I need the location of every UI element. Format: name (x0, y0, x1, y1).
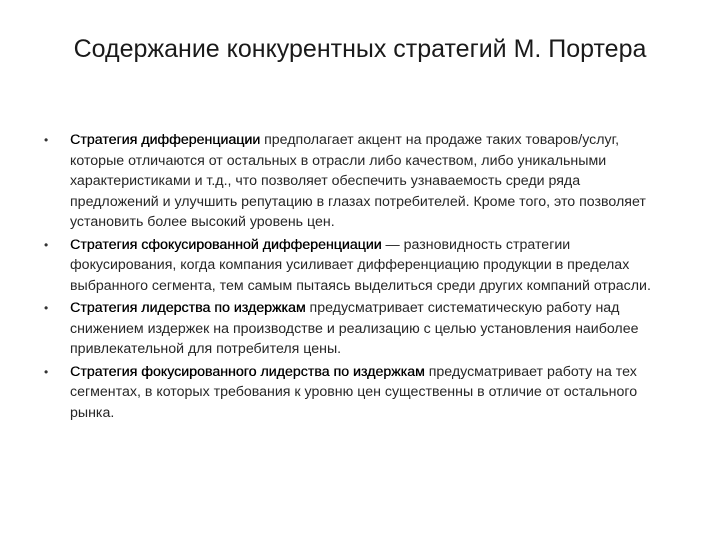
bullet-text: предусматривает работу на тех сегментах, в которых требования к уровню цен существенны в отличие от остального рынка. (70, 363, 638, 421)
bullet-term: Стратегия фокусированного лидерства по издержкам (70, 363, 425, 380)
bullet-icon: • (44, 301, 49, 315)
bullet-item-cost-leadership (30, 298, 670, 360)
bullet-term: Стратегия дифференциации (70, 132, 261, 148)
bullet-list (30, 130, 670, 425)
bullet-item-focused-cost-leadership (30, 362, 670, 424)
bullet-item-focused-differentiation (30, 235, 670, 297)
bullet-icon: • (44, 237, 49, 252)
bullet-text: предусматривает систематическую работу над снижением издержек на производстве и реализацию с целью установления наиболее привлекательной для потребителя цены. (70, 300, 639, 357)
bullet-item-differentiation (30, 130, 670, 233)
bullet-icon: • (44, 133, 49, 147)
bullet-term: Стратегия сфокусированной дифференциации (70, 236, 382, 253)
bullet-icon: • (44, 364, 49, 379)
bullet-text: — разновидность стратегии фокусирования, когда компания усиливает дифференциацию продукции в пределах выбранного сегмента, тем самым пытаясь выделиться среди других компаний отрасли. (70, 236, 651, 294)
slide-title: Содержание конкурентных стратегий М. Портера (73, 35, 647, 63)
bullet-text: предполагает акцент на продаже таких товаров/услуг, которые отличаются от остальных в отрасли либо качеством, либо уникальными характеристиками и т.д., что позволяет обеспечить узнаваемость среди ряда предложений и улучшить репутацию в глазах потребителей. Кроме того, это позволяет установить более высокий уровень цен. (70, 132, 646, 230)
bullet-term: Стратегия лидерства по издержкам (70, 300, 306, 316)
